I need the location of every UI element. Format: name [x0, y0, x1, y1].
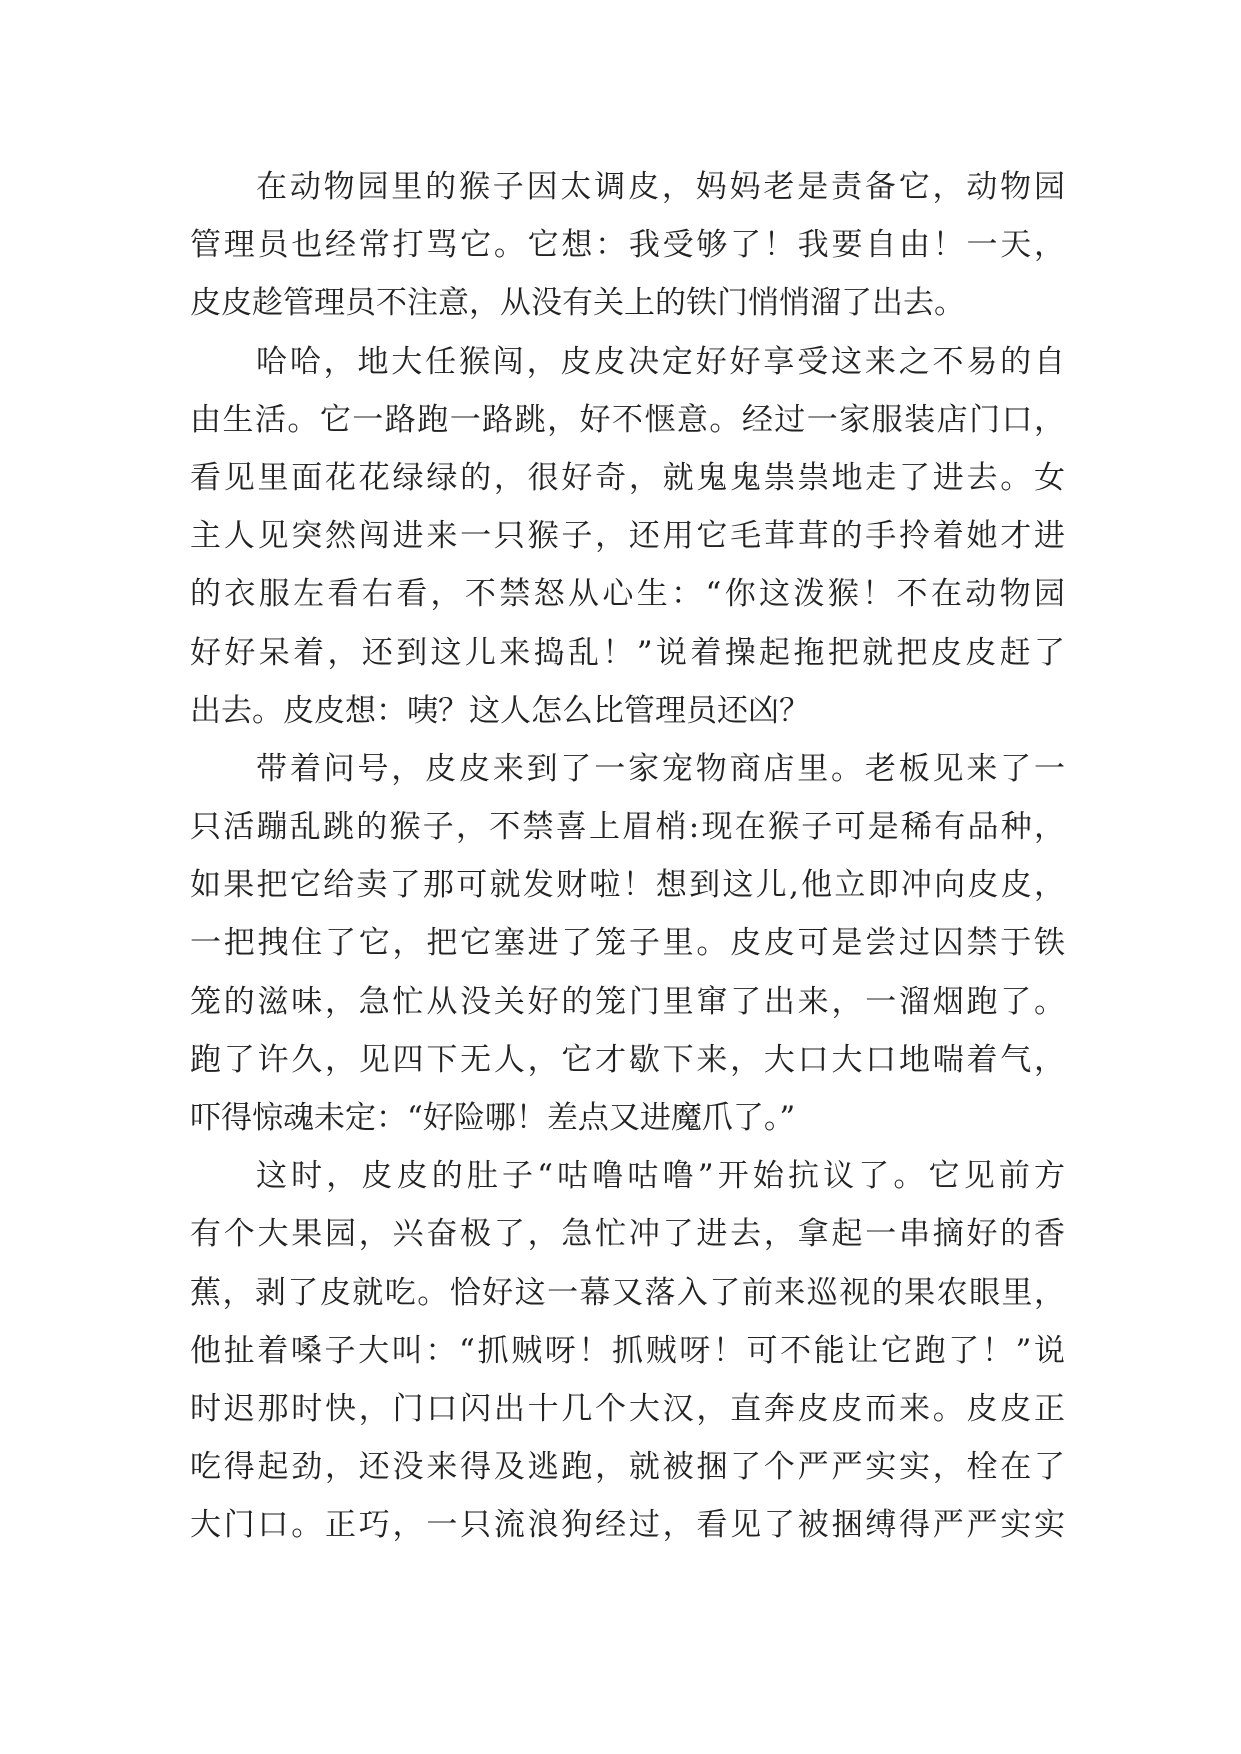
text-line: 由生活。它一路跑一路跳，好不惬意。经过一家服装店门口， [190, 401, 1065, 438]
text-line: 有个大果园，兴奋极了，急忙冲了进去，拿起一串摘好的香 [190, 1216, 1065, 1253]
text-line: 只活蹦乱跳的猴子，不禁喜上眉梢:现在猴子可是稀有品种， [190, 809, 1065, 846]
text-line: 跑了许久，见四下无人，它才歇下来，大口大口地喘着气， [190, 1041, 1065, 1078]
text-line: 管理员也经常打骂它。它想：我受够了！我要自由！一天， [190, 227, 1065, 264]
text-line: 一把拽住了它，把它塞进了笼子里。皮皮可是尝过囚禁于铁 [190, 925, 1065, 962]
text-line: 吃得起劲，还没来得及逃跑，就被捆了个严严实实，栓在了 [190, 1449, 1065, 1486]
text-line: 哈哈，地大任猴闯，皮皮决定好好享受这来之不易的自 [256, 343, 1065, 380]
text-line: 吓得惊魂未定：“好险哪！差点又进魔爪了。” [190, 1100, 796, 1136]
text-line: 这时，皮皮的肚子“咕噜咕噜”开始抗议了。它见前方 [256, 1158, 1065, 1195]
text-line: 大门口。正巧，一只流浪狗经过，看见了被捆缚得严严实实 [190, 1507, 1065, 1544]
text-line: 蕉，剥了皮就吃。恰好这一幕又落入了前来巡视的果农眼里， [190, 1274, 1065, 1311]
text-line: 看见里面花花绿绿的，很好奇，就鬼鬼祟祟地走了进去。女 [190, 459, 1065, 496]
story-body [190, 158, 1065, 1555]
text-line: 出去。皮皮想：咦？这人怎么比管理员还凶？ [190, 692, 810, 729]
text-line: 好好呆着，还到这儿来捣乱！”说着操起拖把就把皮皮赶了 [190, 634, 1065, 671]
text-line: 皮皮趁管理员不注意，从没有关上的铁门悄悄溜了出去。 [190, 285, 965, 322]
text-line: 带着问号，皮皮来到了一家宠物商店里。老板见来了一 [256, 750, 1065, 787]
text-line: 笼的滋味，急忙从没关好的笼门里窜了出来，一溜烟跑了。 [190, 983, 1065, 1020]
text-line: 他扯着嗓子大叫：“抓贼呀！抓贼呀！可不能让它跑了！”说 [190, 1332, 1065, 1369]
text-line: 如果把它给卖了那可就发财啦！想到这儿,他立即冲向皮皮， [190, 867, 1065, 904]
text-line: 在动物园里的猴子因太调皮，妈妈老是责备它，动物园 [256, 169, 1065, 205]
text-line: 主人见突然闯进来一只猴子，还用它毛茸茸的手拎着她才进 [190, 518, 1065, 555]
text-line: 的衣服左看右看，不禁怒从心生：“你这泼猴！不在动物园 [190, 576, 1065, 613]
text-line: 时迟那时快，门口闪出十几个大汉，直奔皮皮而来。皮皮正 [190, 1390, 1065, 1427]
